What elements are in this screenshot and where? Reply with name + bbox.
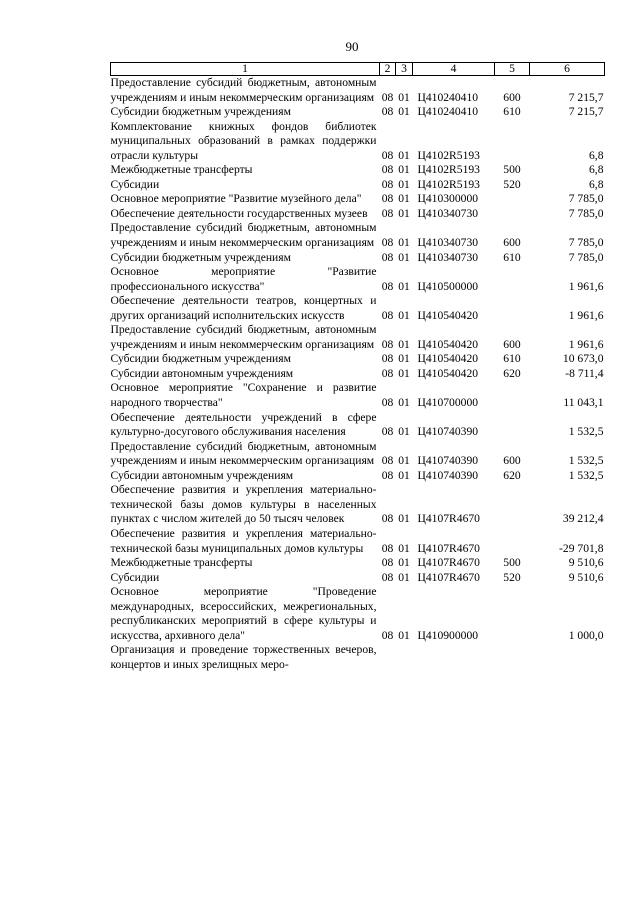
row-target-code: Ц410740390 <box>417 454 479 468</box>
row-description: Предоставление субсидий бюджетным, автономным учреждениям и иным некоммерческим организациям <box>110 439 377 468</box>
row-expense-type: 520 <box>503 177 521 191</box>
row-section-code: 08 <box>381 628 394 642</box>
row-target-code: Ц4107R4670 <box>417 556 480 570</box>
table-row <box>111 411 605 440</box>
row-amount: 1 961,6 <box>568 308 604 322</box>
row-description: Основное мероприятие "Развитие профессионального искусства" <box>110 265 377 293</box>
row-expense-type: 600 <box>503 90 521 104</box>
row-subsection-code: 01 <box>398 250 410 264</box>
row-expense-type <box>495 192 530 207</box>
row-target-code: Ц4107R4670 <box>417 541 480 555</box>
row-description: Предоставление субсидий бюджетным, автономным учреждениям и иным некоммерческим организациям <box>110 323 377 351</box>
row-subsection-code: 01 <box>398 570 410 584</box>
row-description: Субсидии бюджетным учреждениям <box>110 105 291 119</box>
row-target-code: Ц410340730 <box>417 206 479 220</box>
row-expense-type: 520 <box>503 570 521 584</box>
row-expense-type <box>495 207 530 222</box>
row-subsection-code: 01 <box>398 425 410 439</box>
row-target-code: Ц410700000 <box>417 396 479 410</box>
column-header: 2 <box>380 63 396 76</box>
row-description: Основное мероприятие "Проведение международных, всероссийских, межрегиональных, республиканских мероприятий в сфере культуры и искусства, архивного дела" <box>110 585 377 642</box>
table-row <box>111 323 605 352</box>
row-target-code: Ц410500000 <box>417 279 479 293</box>
row-description: Предоставление субсидий бюджетным, автономным учреждениям и иным некоммерческим организациям <box>110 76 377 104</box>
column-header: 5 <box>495 63 530 76</box>
row-description: Обеспечение развития и укрепления материально-технической базы муниципальных домов культуры <box>110 526 377 555</box>
row-amount: 11 043,1 <box>563 396 604 410</box>
row-description: Обеспечение развития и укрепления материально-технической базы домов культуры в населенных пунктах с числом жителей до 50 тысяч человек <box>110 483 377 526</box>
row-target-code: Ц410540420 <box>417 366 479 380</box>
table-row <box>111 367 605 382</box>
row-subsection-code: 01 <box>398 90 410 104</box>
row-expense-type: 610 <box>503 352 521 366</box>
row-section-code: 08 <box>381 570 394 584</box>
row-expense-type <box>495 483 530 527</box>
table-row <box>111 571 605 586</box>
table-row <box>111 294 605 323</box>
table-row <box>111 556 605 571</box>
row-target-code: Ц410300000 <box>417 192 479 206</box>
table-row <box>111 440 605 469</box>
row-description: Основное мероприятие "Сохранение и развитие народного творчества" <box>110 381 377 410</box>
row-subsection-code: 01 <box>398 105 410 119</box>
row-section-code: 08 <box>381 236 394 250</box>
table-row <box>111 585 605 643</box>
row-description: Обеспечение деятельности учреждений в сфере культурно-досугового обслуживания населения <box>110 410 377 439</box>
row-description: Обеспечение деятельности театров, концертных и других организаций исполнительских искусств <box>110 294 377 322</box>
row-amount: 7 215,7 <box>568 105 604 119</box>
column-header: 4 <box>413 63 495 76</box>
row-amount: 6,8 <box>589 163 604 177</box>
row-description: Межбюджетные трансферты <box>110 556 253 570</box>
row-subsection-code: 01 <box>398 148 410 162</box>
row-amount: 9 510,6 <box>568 570 604 584</box>
row-expense-type: 610 <box>503 250 521 264</box>
row-amount: 9 510,6 <box>568 556 604 570</box>
row-description: Субсидии автономным учреждениям <box>110 366 294 380</box>
row-amount: 1 532,5 <box>568 454 604 468</box>
row-expense-type: 610 <box>503 105 521 119</box>
row-target-code: Ц410540420 <box>417 337 479 351</box>
row-section-code: 08 <box>381 352 394 366</box>
row-subsection-code: 01 <box>398 468 410 482</box>
row-subsection-code: 01 <box>398 628 410 642</box>
row-section-code: 08 <box>381 148 394 162</box>
row-section-code: 08 <box>381 177 394 191</box>
row-subsection-code: 01 <box>398 556 410 570</box>
row-amount: 1 961,6 <box>568 279 604 293</box>
row-amount: 7 785,0 <box>568 206 604 220</box>
row-target-code: Ц4107R4670 <box>417 512 480 526</box>
table-row <box>111 469 605 484</box>
budget-table <box>110 62 605 672</box>
row-description: Субсидии бюджетным учреждениям <box>110 250 291 264</box>
row-target-code: Ц410340730 <box>417 236 479 250</box>
row-section-code: 08 <box>381 366 394 380</box>
row-subsection-code: 01 <box>398 541 410 555</box>
row-target-code <box>413 643 495 672</box>
row-section-code: 08 <box>381 192 394 206</box>
row-section-code: 08 <box>381 425 394 439</box>
row-description: Комплектование книжных фондов библиотек муниципальных образований в рамках поддержки отрасли культуры <box>110 119 377 162</box>
row-expense-type: 600 <box>503 337 521 351</box>
table-header-row <box>111 63 605 76</box>
row-amount: 1 532,5 <box>568 468 604 482</box>
row-target-code: Ц410540420 <box>417 308 479 322</box>
row-amount: 10 673,0 <box>562 352 604 366</box>
row-amount: 1 961,6 <box>568 337 604 351</box>
row-subsection-code: 01 <box>398 512 410 526</box>
row-description: Основное мероприятие "Развитие музейного дела" <box>110 192 362 206</box>
table-row <box>111 265 605 294</box>
row-expense-type <box>495 265 530 294</box>
column-header: 3 <box>396 63 413 76</box>
row-target-code: Ц410240410 <box>417 90 479 104</box>
row-amount: 1 532,5 <box>568 425 604 439</box>
row-description: Обеспечение деятельности государственных музеев <box>110 206 368 220</box>
row-subsection-code: 01 <box>398 352 410 366</box>
row-amount <box>530 643 605 672</box>
row-section-code: 08 <box>381 90 394 104</box>
row-description: Субсидии автономным учреждениям <box>110 468 294 482</box>
table-row <box>111 643 605 672</box>
table-row <box>111 120 605 164</box>
row-expense-type: 620 <box>503 366 521 380</box>
row-section-code: 08 <box>381 512 394 526</box>
table-row <box>111 381 605 410</box>
table-row <box>111 207 605 222</box>
row-section-code: 08 <box>381 105 394 119</box>
row-description: Предоставление субсидий бюджетным, автономным учреждениям и иным некоммерческим организациям <box>110 221 377 250</box>
row-subsection-code: 01 <box>398 396 410 410</box>
row-expense-type <box>495 294 530 323</box>
row-expense-type <box>495 585 530 643</box>
row-target-code: Ц410340730 <box>417 250 479 264</box>
row-amount: 6,8 <box>589 148 604 162</box>
row-amount: 39 212,4 <box>562 512 604 526</box>
row-amount: -8 711,4 <box>565 366 604 380</box>
table-row <box>111 163 605 178</box>
row-section-code: 08 <box>381 250 394 264</box>
table-row <box>111 192 605 207</box>
row-section-code: 08 <box>381 454 394 468</box>
row-description: Субсидии <box>110 177 160 191</box>
row-expense-type <box>495 643 530 672</box>
row-section-code: 08 <box>381 206 394 220</box>
table-body <box>111 76 605 673</box>
row-target-code: Ц4102R5193 <box>417 163 480 177</box>
table-row <box>111 105 605 120</box>
row-target-code: Ц410540420 <box>417 352 479 366</box>
table-row <box>111 352 605 367</box>
row-expense-type: 600 <box>503 236 521 250</box>
row-subsection-code: 01 <box>398 308 410 322</box>
row-section-code: 08 <box>381 396 394 410</box>
row-section-code: 08 <box>381 308 394 322</box>
row-subsection-code: 01 <box>398 192 410 206</box>
row-section-code: 08 <box>381 541 394 555</box>
row-amount: 7 785,0 <box>568 192 604 206</box>
row-expense-type: 500 <box>503 556 521 570</box>
table-row <box>111 251 605 266</box>
row-section-code: 08 <box>381 556 394 570</box>
row-subsection-code: 01 <box>398 337 410 351</box>
row-expense-type <box>495 381 530 410</box>
row-expense-type <box>495 527 530 556</box>
row-amount: -29 701,8 <box>559 541 604 555</box>
row-amount: 7 215,7 <box>568 90 604 104</box>
row-subsection-code: 01 <box>398 177 410 191</box>
row-section-code <box>380 643 396 672</box>
row-expense-type <box>495 120 530 164</box>
row-amount: 1 000,0 <box>568 628 604 642</box>
column-header: 6 <box>530 63 605 76</box>
row-description: Межбюджетные трансферты <box>110 163 253 177</box>
row-subsection-code: 01 <box>398 279 410 293</box>
row-description: Субсидии бюджетным учреждениям <box>110 352 291 366</box>
row-subsection-code: 01 <box>398 366 410 380</box>
page-number: 90 <box>345 39 359 54</box>
row-subsection-code: 01 <box>398 206 410 220</box>
row-expense-type <box>495 411 530 440</box>
table-row <box>111 76 605 106</box>
row-description: Организация и проведение торжественных вечеров, концертов и иных зрелищных меро- <box>110 643 377 671</box>
row-expense-type: 600 <box>503 454 521 468</box>
row-section-code: 08 <box>381 163 394 177</box>
table-row <box>111 178 605 193</box>
row-target-code: Ц410240410 <box>417 105 479 119</box>
row-expense-type: 500 <box>503 163 521 177</box>
row-amount: 7 785,0 <box>568 236 604 250</box>
row-section-code: 08 <box>381 279 394 293</box>
row-subsection-code <box>396 643 413 672</box>
row-target-code: Ц4107R4670 <box>417 570 480 584</box>
row-target-code: Ц4102R5193 <box>417 177 480 191</box>
row-subsection-code: 01 <box>398 454 410 468</box>
table-row <box>111 483 605 527</box>
table-row <box>111 527 605 556</box>
row-target-code: Ц410740390 <box>417 468 479 482</box>
row-subsection-code: 01 <box>398 163 410 177</box>
row-subsection-code: 01 <box>398 236 410 250</box>
row-section-code: 08 <box>381 468 394 482</box>
row-amount: 6,8 <box>589 177 604 191</box>
row-target-code: Ц410740390 <box>417 425 479 439</box>
column-header: 1 <box>111 63 380 76</box>
row-description: Субсидии <box>110 570 160 584</box>
row-amount: 7 785,0 <box>568 250 604 264</box>
row-target-code: Ц410900000 <box>417 628 479 642</box>
row-expense-type: 620 <box>503 468 521 482</box>
row-section-code: 08 <box>381 337 394 351</box>
row-target-code: Ц4102R5193 <box>417 148 480 162</box>
table-row <box>111 221 605 250</box>
